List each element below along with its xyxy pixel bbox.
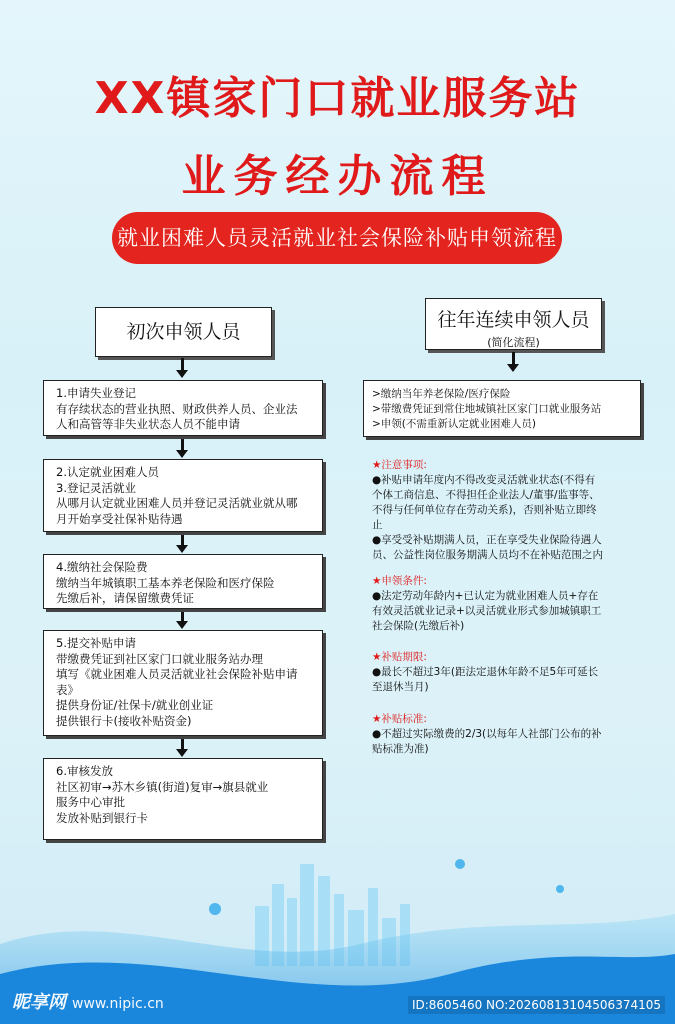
note-line: 有效灵活就业记录+以灵活就业形式参加城镇职工 bbox=[372, 605, 602, 617]
step-line: 有存续状态的营业执照、财政供养人员、企业法 bbox=[56, 401, 298, 416]
step-line: 表》 bbox=[56, 682, 79, 697]
notes-heading: ★注意事项: bbox=[372, 459, 427, 471]
step-6-box bbox=[43, 758, 323, 840]
watermark-url: www.nipic.cn bbox=[72, 996, 164, 1012]
note-line: 至退休当月) bbox=[372, 681, 429, 693]
returning-step-line: >带缴费凭证到常住地城镇社区家门口就业服务站 bbox=[372, 403, 602, 415]
note-line: 止 bbox=[372, 519, 383, 531]
eligibility-section bbox=[372, 574, 642, 634]
step-line: 先缴后补，请保留缴费凭证 bbox=[56, 591, 194, 605]
step-line: 5.提交补贴申请 bbox=[56, 636, 136, 650]
returning-applicant-header bbox=[425, 298, 602, 350]
step-line: 填写《就业困难人员灵活就业社会保险补贴申请 bbox=[56, 667, 298, 681]
step-line: 月开始享受社保补贴待遇 bbox=[56, 511, 183, 526]
step-4-box bbox=[43, 554, 323, 609]
page-title: XX镇家门口就业服务站 bbox=[94, 73, 581, 124]
step-line: 提供身份证/社保卡/就业创业证 bbox=[56, 698, 214, 712]
duration-heading: ★补贴期限: bbox=[372, 651, 427, 663]
step-line: 4.缴纳社会保险费 bbox=[56, 560, 148, 574]
step-line: 1.申请失业登记 bbox=[56, 386, 136, 400]
step-line: 社区初审→苏木乡镇(街道)复审→旗县就业 bbox=[56, 779, 269, 794]
note-line: ●最长不超过3年(距法定退休年龄不足5年可延长 bbox=[372, 666, 599, 678]
step-line: 缴纳当年城镇职工基本养老保险和医疗保险 bbox=[56, 575, 275, 590]
image-id-label: ID:8605460 NO:20260813104506374105 bbox=[408, 996, 665, 1014]
step-2-3-box bbox=[43, 459, 323, 532]
simplified-process-label: (简化流程) bbox=[487, 336, 540, 349]
standard-section bbox=[372, 712, 642, 757]
step-line: 3.登记灵活就业 bbox=[56, 480, 136, 495]
step-line: 带缴费凭证到社区家门口就业服务站办理 bbox=[56, 651, 263, 666]
step-line: 2.认定就业困难人员 bbox=[56, 465, 159, 479]
returning-applicant-title: 往年连续申领人员 bbox=[437, 309, 590, 331]
note-line: 社会保险(先缴后补) bbox=[372, 620, 465, 632]
page-subtitle: 业务经办流程 bbox=[181, 151, 494, 202]
note-line: ●不超过实际缴费的2/3(以每年人社部门公布的补 bbox=[372, 728, 602, 740]
step-line: 提供银行卡(接收补贴资金) bbox=[56, 713, 192, 728]
eligibility-heading: ★申领条件: bbox=[372, 575, 427, 587]
note-line: 贴标准为准) bbox=[372, 743, 429, 755]
step-line: 6.审核发放 bbox=[56, 764, 113, 778]
returning-steps-box bbox=[363, 380, 641, 437]
note-line: ●法定劳动年龄内+已认定为就业困难人员+存在 bbox=[372, 590, 599, 602]
step-line: 发放补贴到银行卡 bbox=[56, 810, 148, 825]
note-line: 个体工商信息、不得担任企业法人/董事/监事等、 bbox=[372, 489, 600, 501]
first-time-applicant-header: 初次申领人员 bbox=[95, 307, 272, 357]
notes-section bbox=[372, 458, 642, 563]
watermark-logo bbox=[12, 988, 164, 1014]
note-line: 不得与任何单位存在劳动关系)，否则补贴立即终 bbox=[372, 504, 597, 516]
step-1-box bbox=[43, 380, 323, 436]
returning-step-line: >申领(不需重新认定就业困难人员) bbox=[372, 418, 536, 430]
process-banner: 就业困难人员灵活就业社会保险补贴申领流程 bbox=[112, 212, 562, 264]
note-line: ●补贴申请年度内不得改变灵活就业状态(不得有 bbox=[372, 474, 596, 486]
note-line: 员、公益性岗位服务期满人员均不在补贴范围之内 bbox=[372, 549, 603, 561]
note-line: ●享受受补贴期满人员，正在享受失业保险待遇人 bbox=[372, 534, 602, 546]
step-line: 从哪月认定就业困难人员并登记灵活就业就从哪 bbox=[56, 496, 298, 510]
step-line: 人和高管等非失业状态人员不能申请 bbox=[56, 417, 240, 431]
step-line: 服务中心审批 bbox=[56, 795, 125, 809]
returning-step-line: >缴纳当年养老保险/医疗保险 bbox=[372, 388, 511, 400]
duration-section bbox=[372, 650, 642, 695]
step-5-box bbox=[43, 630, 323, 736]
standard-heading: ★补贴标准: bbox=[372, 713, 427, 725]
watermark-logo-text: 昵享网 bbox=[12, 992, 66, 1013]
